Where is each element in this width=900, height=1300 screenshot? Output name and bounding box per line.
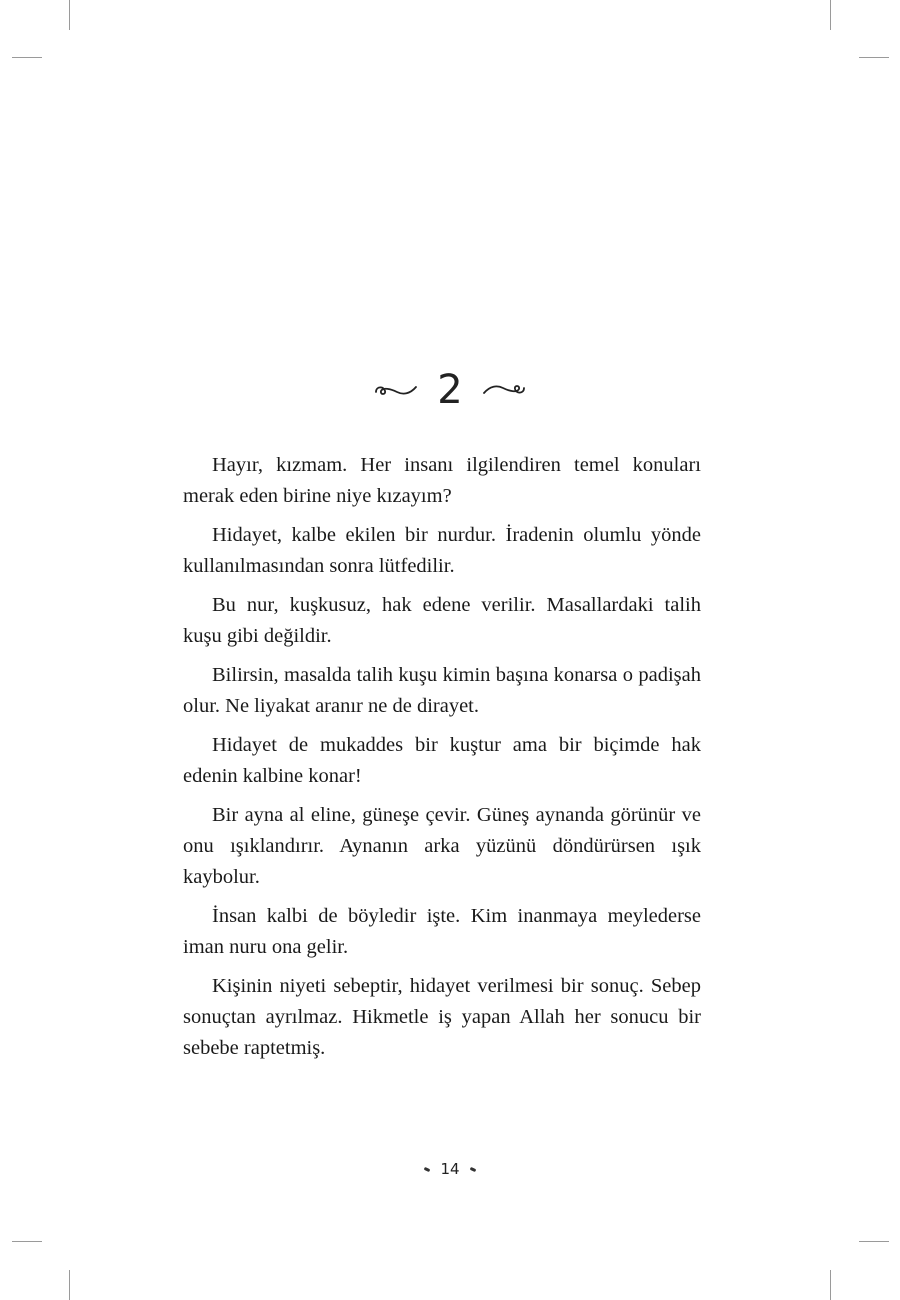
chapter-heading [0, 367, 900, 413]
paragraph: Bilirsin, masalda talih kuşu kimin başına konarsa o padişah olur. Ne liyakat aranır ne de dirayet. [183, 664, 701, 717]
crop-mark-top-right-horizontal [859, 57, 889, 58]
page-footer [0, 1160, 900, 1178]
paragraph: İnsan kalbi de böyledir işte. Kim inanmaya meylederse iman nuru ona gelir. [183, 905, 701, 958]
swash-left-icon [373, 381, 419, 399]
crop-mark-top-left-vertical [69, 0, 70, 30]
paragraph: Bir ayna al eline, güneşe çevir. Güneş aynanda görünür ve onu ışıklandırır. Aynanın arka yüzünü döndürürsen ışık kaybolur. [183, 804, 701, 888]
crop-mark-bottom-right-horizontal [859, 1241, 889, 1242]
paragraph: Kişinin niyeti sebeptir, hidayet verilmesi bir sonuç. Sebep sonuçtan ayrılmaz. Hikmetle iş yapan Allah her sonucu bir sebebe raptetmiş. [183, 975, 701, 1059]
paragraph: Hidayet de mukaddes bir kuştur ama bir biçimde hak edenin kalbine konar! [183, 734, 701, 787]
body-text [183, 450, 701, 1072]
crop-mark-bottom-left-horizontal [12, 1241, 42, 1242]
paragraph: Bu nur, kuşkusuz, hak edene verilir. Masallardaki talih kuşu gibi değildir. [183, 594, 701, 647]
paragraph: Hayır, kızmam. Her insanı ilgilendiren temel konuları merak eden birine niye kızayım? [183, 454, 701, 507]
chapter-number: 2 [437, 367, 463, 413]
crop-mark-bottom-left-vertical [69, 1270, 70, 1300]
crop-mark-top-right-vertical [830, 0, 831, 30]
footer-ornament-right-icon [469, 1166, 476, 1171]
crop-mark-bottom-right-vertical [830, 1270, 831, 1300]
swash-right-icon [481, 381, 527, 399]
page-number: 14 [440, 1160, 460, 1178]
paragraph: Hidayet, kalbe ekilen bir nurdur. İradenin olumlu yönde kullanılmasından sonra lütfedilir. [183, 524, 701, 577]
footer-ornament-left-icon [424, 1166, 431, 1171]
crop-mark-top-left-horizontal [12, 57, 42, 58]
